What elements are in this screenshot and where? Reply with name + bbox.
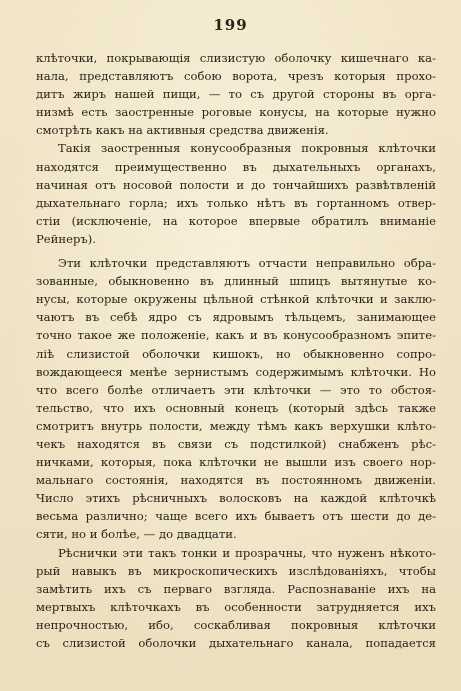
text-line: дитъ жиръ нашей пищи, — то съ другой стороны въ орга- <box>36 87 436 102</box>
paragraph <box>36 49 436 139</box>
text-line: замѣтить ихъ съ перваго взгляда. Распознаваніе ихъ на <box>36 581 436 596</box>
paragraph <box>36 139 436 248</box>
text-line: начиная отъ носовой полости и до тончайшихъ развѣтвленій <box>36 177 436 192</box>
text-line: ліѣ слизистой оболочки кишокъ, но обыкновенно сопро- <box>36 346 436 361</box>
text-line: зованные, обыкновенно въ длинный шпицъ вытянутые ко- <box>36 274 436 289</box>
paragraph <box>36 544 436 653</box>
text-line: клѣточки, покрывающія слизистую оболочку кишечнаго ка- <box>36 51 436 65</box>
text-line: чаютъ въ себѣ ядро съ ядровымъ тѣльцемъ, занимающее <box>36 310 436 325</box>
text-line: смотритъ внутрь полости, между тѣмъ какъ верхушки клѣто- <box>36 418 436 433</box>
text-line: Число этихъ рѣсничныхъ волосковъ на каждой клѣточкѣ <box>36 491 436 506</box>
text-line: стіи (исключеніе, на которое впервые обратилъ вниманіе <box>36 213 436 228</box>
text-line: мертвыхъ клѣточкахъ въ особенности затрудняется ихъ <box>36 599 436 614</box>
text-line: непрочностью, ибо, соскабливая покровныя клѣточки <box>36 617 436 632</box>
text-line: рый навыкъ въ микроскопическихъ изслѣдованіяхъ, чтобы <box>36 563 436 578</box>
page-number: 199 <box>213 16 248 34</box>
text-line: низмѣ есть заостренные роговые конусы, на которые нужно <box>36 105 436 120</box>
text-line: Рѣснички эти такъ тонки и прозрачны, что нуженъ нѣкото- <box>58 545 436 560</box>
text-line: тельство, что ихъ основный конецъ (который здѣсь также <box>36 400 436 415</box>
text-line: весьма различно; чаще всего ихъ бываетъ отъ шести до де- <box>36 509 436 524</box>
body-text <box>36 49 436 652</box>
text-line: ничками, которыя, пока клѣточки не вышли изъ своего нор- <box>36 455 436 470</box>
paragraph <box>36 254 436 544</box>
text-line: Эти клѣточки представляютъ отчасти неправильно обра- <box>58 256 436 271</box>
text-line: находятся преимущественно въ дыхательныхъ органахъ, <box>36 159 436 174</box>
text-line: сяти, но и болѣе, — до двадцати. <box>36 527 237 542</box>
text-line: нусы, которые окружены цѣльной стѣнкой клѣточки и заклю- <box>36 292 436 307</box>
text-line: съ слизистой оболочки дыхательнаго канала, попадается <box>36 636 436 650</box>
text-line: мальнаго состоянія, находятся въ постоянномъ движеніи. <box>36 473 436 488</box>
text-line: смотрѣть какъ на активныя средства движенія. <box>36 123 329 138</box>
text-line: Рейнеръ). <box>36 231 96 246</box>
text-line: чекъ находятся въ связи съ подстилкой) снабженъ рѣс- <box>36 436 436 451</box>
text-line: что всего болѣе отличаетъ эти клѣточки — это то обстоя- <box>36 382 436 397</box>
text-line: нала, представляютъ собою ворота, чрезъ которыя прохо- <box>36 69 436 84</box>
text-line: вождающееся менѣе зернистымъ содержимымъ клѣточки. Но <box>36 364 436 379</box>
text-line: Такія заостренныя конусообразныя покровныя клѣточки <box>58 141 436 156</box>
text-line: точно такое же положеніе, какъ и въ конусообразномъ эпите- <box>36 328 436 343</box>
text-line: дыхательнаго горла; ихъ только нѣтъ въ гортанномъ отвер- <box>36 195 436 210</box>
